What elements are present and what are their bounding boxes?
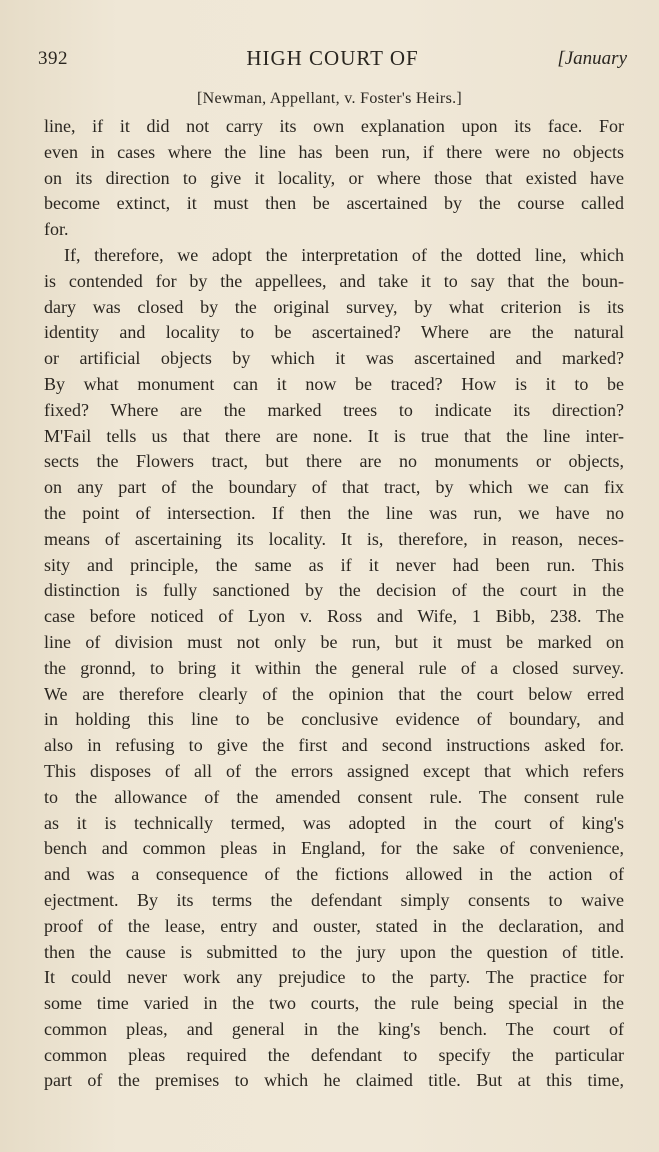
body-text (44, 114, 624, 1094)
text-line: line, if it did not carry its own explanation upon its face. For (44, 116, 624, 136)
running-head (38, 46, 627, 76)
text-line: means of ascertaining its locality. It is, therefore, in reason, neces- (44, 528, 624, 549)
text-line: proof of the lease, entry and ouster, stated in the declaration, and (44, 915, 624, 936)
text-line: dary was closed by the original survey, by what criterion is its (44, 296, 624, 317)
running-head-term: [January (557, 48, 627, 69)
text-line: ejectment. By its terms the defendant simply consents to waive (44, 889, 624, 910)
text-line: identity and locality to be ascertained? Where are the natural (44, 322, 624, 343)
text-line: is contended for by the appellees, and take it to say that the boun- (44, 270, 624, 291)
text-line: part of the premises to which he claimed title. But at this time, (44, 1070, 624, 1091)
text-line: bench and common pleas in England, for the sake of convenience, (44, 838, 624, 859)
text-line: M'Fail tells us that there are none. It is true that the line inter- (44, 425, 624, 446)
text-line: for. (44, 219, 69, 240)
text-line: It could never work any prejudice to the party. The practice for (44, 967, 624, 988)
text-line: on any part of the boundary of that tract, by which we can fix (44, 477, 624, 498)
text-line: This disposes of all of the errors assigned except that which refers (44, 760, 624, 781)
text-line: fixed? Where are the marked trees to indicate its direction? (44, 399, 624, 420)
text-line: By what monument can it now be traced? How is it to be (44, 373, 624, 394)
text-line: or artificial objects by which it was ascertained and marked? (44, 348, 624, 369)
text-line: common pleas, and general in the king's bench. The court of (44, 1018, 624, 1039)
text-line: on its direction to give it locality, or where those that existed have (44, 167, 624, 188)
text-line: distinction is fully sanctioned by the decision of the court in the (44, 580, 624, 601)
text-line: the gronnd, to bring it within the general rule of a closed survey. (44, 657, 624, 678)
text-line: sects the Flowers tract, but there are no monuments or objects, (44, 451, 624, 472)
text-line: some time varied in the two courts, the rule being special in the (44, 993, 624, 1014)
text-line: the point of intersection. If then the line was run, we have no (44, 502, 624, 523)
text-line: common pleas required the defendant to specify the particular (44, 1044, 624, 1065)
text-line: We are therefore clearly of the opinion that the court below erred (44, 683, 624, 704)
text-line: then the cause is submitted to the jury upon the question of title. (44, 941, 624, 962)
text-line: as it is technically termed, was adopted in the court of king's (44, 812, 624, 833)
case-caption: [Newman, Appellant, v. Foster's Heirs.] (196, 90, 463, 107)
text-line: become extinct, it must then be ascertained by the course called (44, 193, 624, 214)
text-line: in holding this line to be conclusive evidence of boundary, and (44, 709, 624, 730)
text-line: also in refusing to give the first and second instructions asked for. (44, 735, 624, 756)
text-line: and was a consequence of the fictions allowed in the action of (44, 864, 624, 885)
text-line: even in cases where the line has been run, if there were no objects (44, 141, 624, 162)
text-line: sity and principle, the same as if it never had been run. This (44, 554, 624, 575)
text-line: If, therefore, we adopt the interpretation of the dotted line, which (64, 244, 624, 265)
page-number: 392 (38, 48, 68, 69)
running-head-title: HIGH COURT OF (246, 46, 419, 70)
text-line: to the allowance of the amended consent rule. The consent rule (44, 786, 624, 807)
text-line: case before noticed of Lyon v. Ross and Wife, 1 Bibb, 238. The (44, 606, 624, 627)
text-line: line of division must not only be run, but it must be marked on (44, 631, 624, 652)
